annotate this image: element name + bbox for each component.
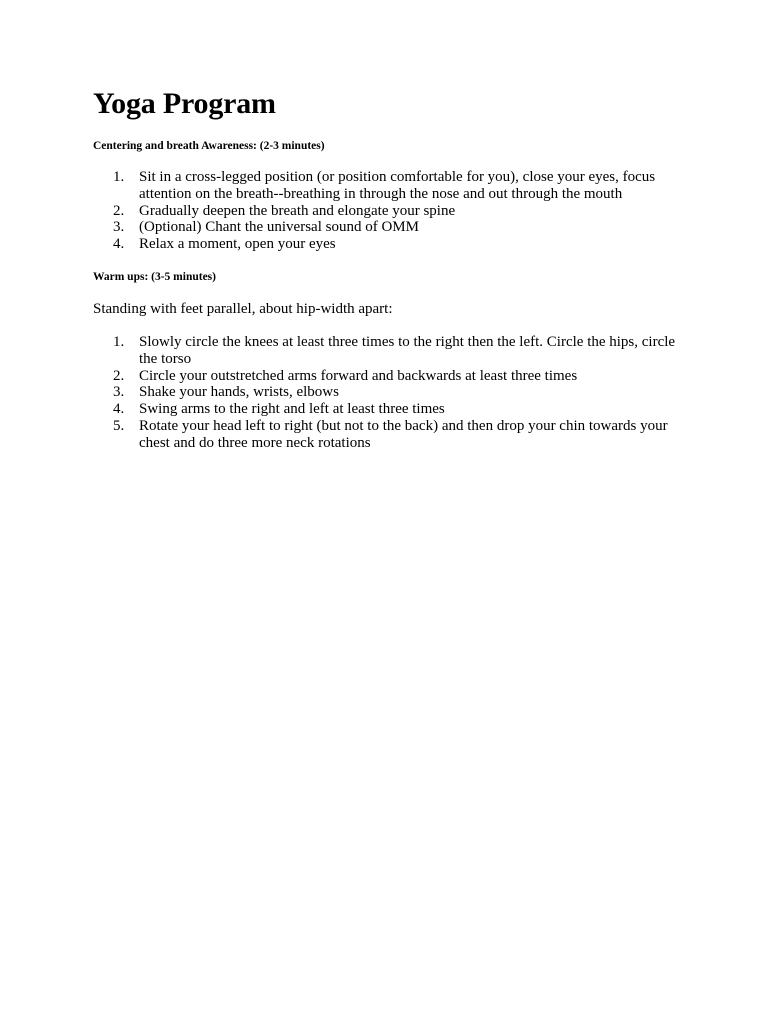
warm-ups-steps-list	[93, 334, 693, 452]
list-item	[93, 418, 693, 452]
list-item-number: 4.	[113, 236, 125, 253]
page-title: Yoga Program	[93, 87, 276, 120]
list-item	[93, 401, 693, 418]
warm-ups-intro: Standing with feet parallel, about hip-width apart:	[93, 301, 393, 317]
list-item	[93, 219, 693, 236]
list-item	[93, 236, 693, 253]
list-item-text: Circle your outstretched arms forward and backwards at least three times	[139, 367, 578, 384]
list-item-text: Slowly circle the knees at least three times to the right then the left. Circle the hips, circle the torso	[139, 334, 676, 367]
list-item-text: Sit in a cross-legged position (or position comfortable for you), close your eyes, focus attention on the breath--breathing in through the nose and out through the mouth	[139, 169, 656, 202]
list-item-text: (Optional) Chant the universal sound of OMM	[139, 219, 419, 236]
list-item	[93, 169, 693, 203]
list-item-text: Gradually deepen the breath and elongate your spine	[139, 202, 456, 219]
list-item-number: 4.	[113, 401, 125, 418]
list-item-text: Relax a moment, open your eyes	[139, 236, 336, 253]
list-item-text: Swing arms to the right and left at least three times	[139, 401, 445, 418]
list-item-number: 2.	[113, 367, 125, 384]
list-item-text: Rotate your head left to right (but not to the back) and then drop your chin towards your chest and do three more neck rotations	[139, 417, 668, 451]
list-item-text: Shake your hands, wrists, elbows	[139, 384, 339, 401]
list-item	[93, 203, 693, 220]
section-heading-centering: Centering and breath Awareness: (2-3 minutes)	[93, 140, 325, 152]
list-item-number: 1.	[113, 169, 125, 185]
list-item-number: 2.	[113, 202, 125, 219]
list-item-number: 3.	[113, 219, 125, 236]
list-item	[93, 368, 693, 385]
list-item-number: 5.	[113, 417, 125, 434]
section-heading-warm-ups: Warm ups: (3-5 minutes)	[93, 271, 216, 283]
list-item	[93, 384, 693, 401]
list-item-number: 1.	[113, 334, 125, 350]
list-item-number: 3.	[113, 384, 125, 401]
list-item	[93, 334, 693, 368]
centering-steps-list	[93, 169, 693, 253]
